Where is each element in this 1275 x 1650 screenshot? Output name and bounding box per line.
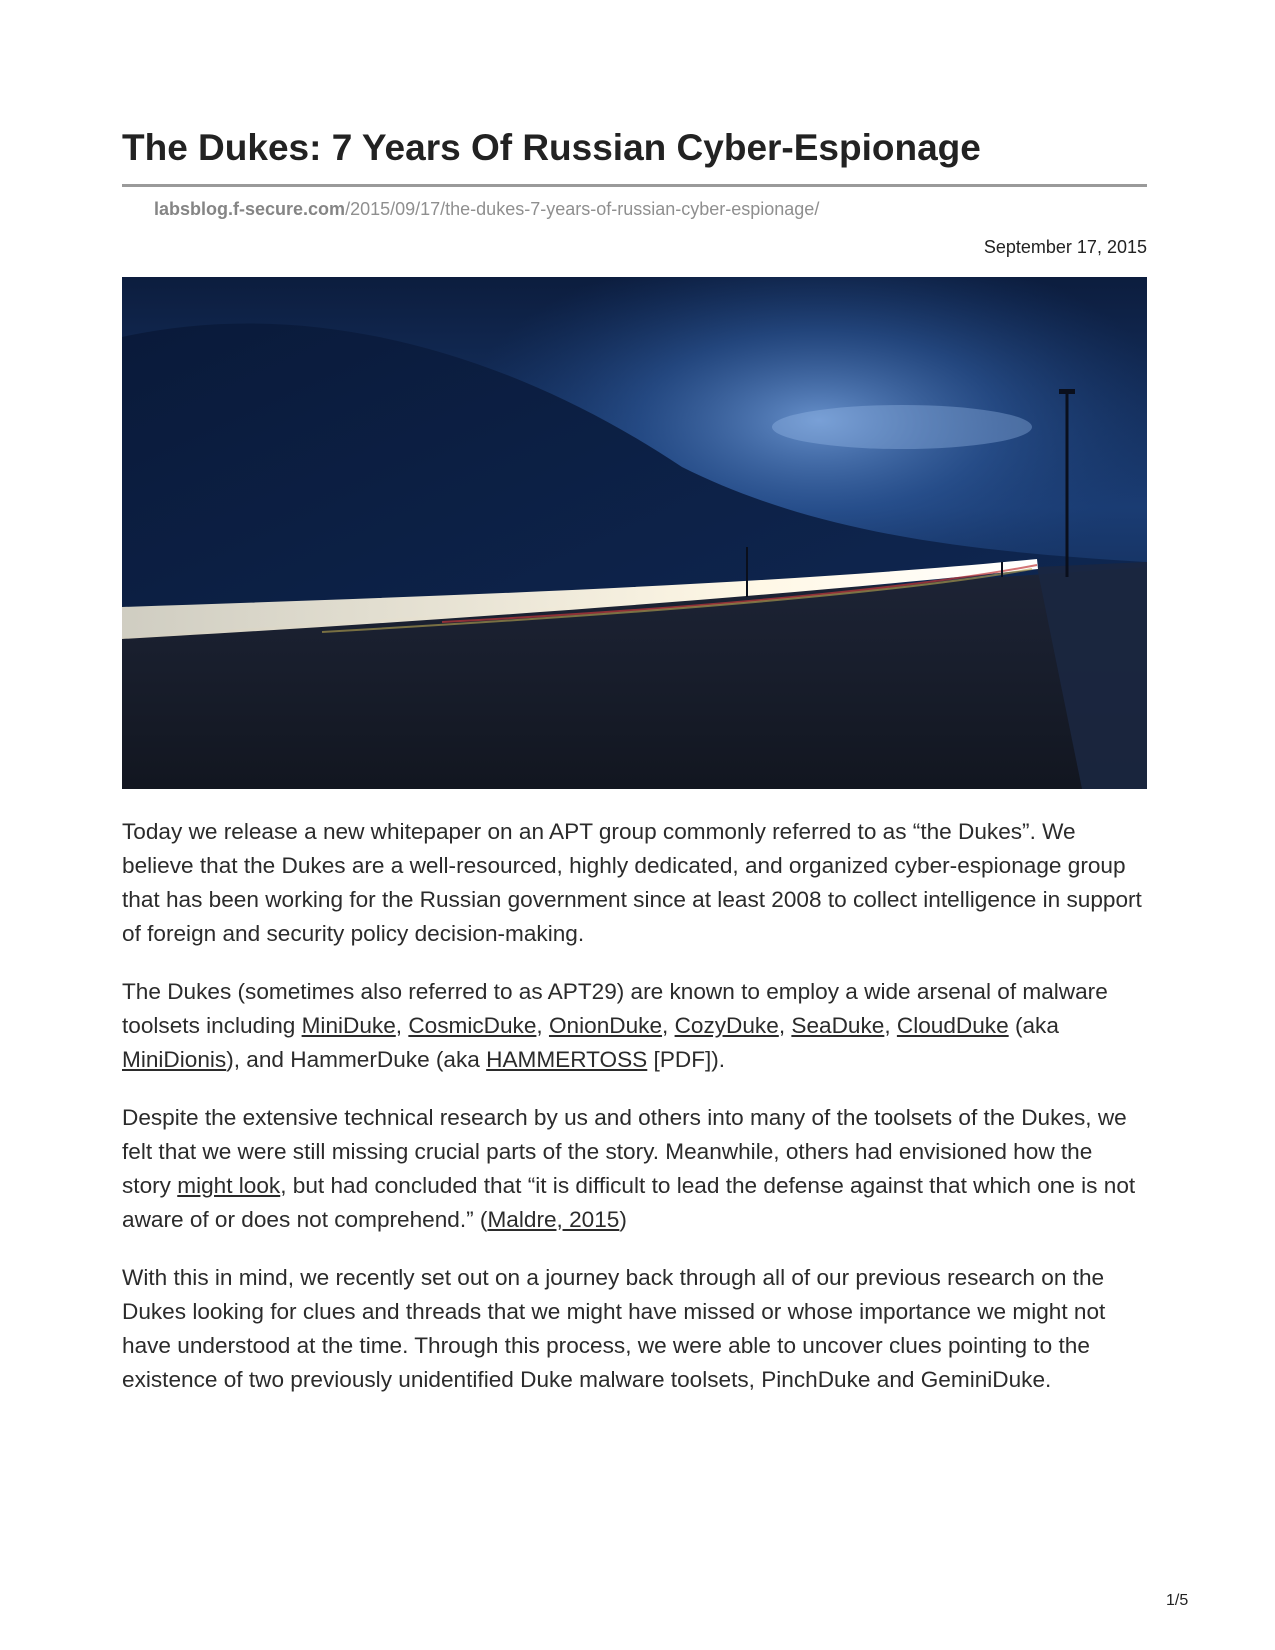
link-onionduke[interactable]: OnionDuke [548, 1013, 663, 1038]
link-maldre-2015[interactable]: Maldre, 2015 [487, 1207, 620, 1232]
link-miniduke[interactable]: MiniDuke [301, 1013, 396, 1038]
paragraph-3 [122, 1101, 1147, 1237]
page-number: 1/5 [1166, 1592, 1189, 1609]
link-cozyduke[interactable]: CozyDuke [674, 1013, 779, 1038]
link-might-look[interactable]: might look [177, 1173, 281, 1198]
link-seaduke[interactable]: SeaDuke [791, 1013, 885, 1038]
source-domain: labsblog.f-secure.com [154, 199, 346, 219]
article [122, 126, 1147, 1421]
source-path: /2015/09/17/the-dukes-7-years-of-russian-cyber-espionage/ [345, 199, 820, 219]
text-segment: Despite the extensive technical research by us and others into many of the toolsets of the Dukes, we felt that we were still missing crucial parts of the story. Meanwhile, others had envisioned how the story [122, 1105, 1127, 1198]
hero-image [122, 277, 1147, 789]
link-minidionis[interactable]: MiniDionis [122, 1047, 227, 1072]
text-segment: , [778, 1013, 792, 1038]
page-title: The Dukes: 7 Years Of Russian Cyber-Espionage [122, 127, 981, 168]
text-segment: (aka [1008, 1013, 1059, 1038]
text-segment: , [884, 1013, 897, 1038]
text-segment: , [662, 1013, 675, 1038]
text-segment: , [536, 1013, 549, 1038]
link-hammertoss[interactable]: HAMMERTOSS [486, 1047, 648, 1072]
paragraph-4: With this in mind, we recently set out on a journey back through all of our previous research on the Dukes looking for clues and threads that we might have missed or whose importance we might not have understood at the time. Through this process, we were able to uncover clues pointing to the existence of two previously unidentified Duke malware toolsets, PinchDuke and GeminiDuke. [122, 1265, 1106, 1392]
publish-date: September 17, 2015 [983, 237, 1147, 257]
text-segment: The Dukes (sometimes also referred to as APT29) are known to employ a wide arsenal of malware toolsets including [122, 979, 1108, 1038]
paragraph-2 [122, 975, 1147, 1077]
link-cosmicduke[interactable]: CosmicDuke [408, 1013, 537, 1038]
text-segment: ), and HammerDuke (aka [226, 1047, 487, 1072]
paragraph-1: Today we release a new whitepaper on an APT group commonly referred to as “the Dukes”. We believe that the Dukes are a well-resourced, highly dedicated, and organized cyber-espionage group that has been working for the Russian government since at least 2008 to collect intelligence in support of foreign and security policy decision-making. [122, 819, 1142, 946]
text-segment: , [395, 1013, 409, 1038]
text-segment: , but had concluded that “it is difficult to lead the defense against that which one is not aware of or does not comprehend.” ( [122, 1173, 1136, 1232]
title-divider [122, 184, 1147, 187]
text-segment: ) [619, 1207, 627, 1232]
article-body [122, 815, 1147, 1397]
text-segment: [PDF]). [647, 1047, 726, 1072]
link-cloudduke[interactable]: CloudDuke [896, 1013, 1009, 1038]
source-url [154, 197, 1147, 221]
